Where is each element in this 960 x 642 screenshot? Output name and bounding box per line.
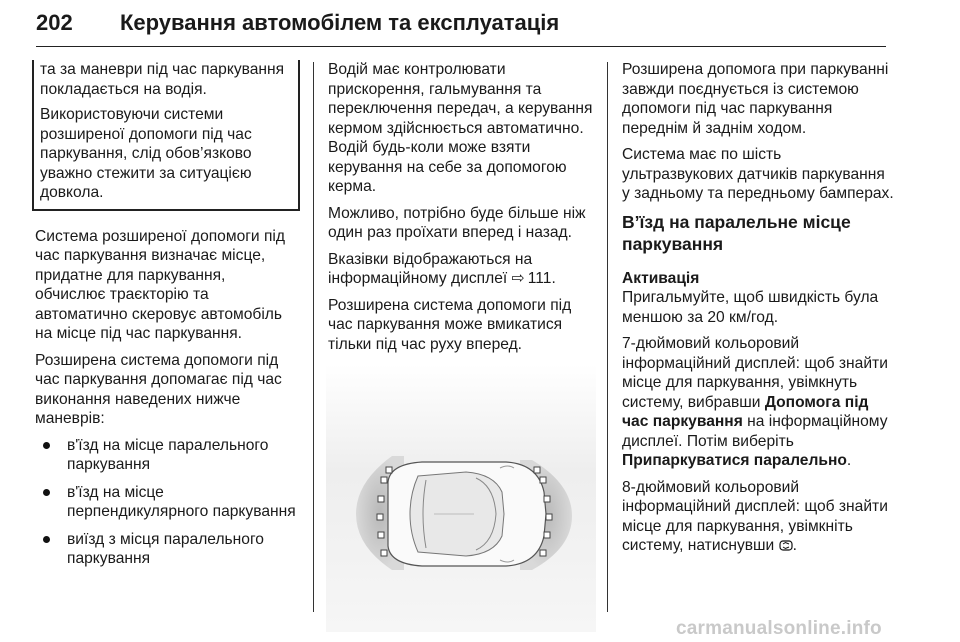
sensor-icon xyxy=(544,496,550,502)
body-paragraph: Система має по шість ультразвукових датчиків паркування у задньому та передньому бамперах. xyxy=(622,146,894,202)
body-paragraph: 7-дюймовий кольоровий інформаційний дисплей: щоб знайти місце для паркування, увімкнуть систему, вибравши Допомога під час паркування на інформаційному дисплеї. Потім виберіть Припаркуватися паралельно. xyxy=(622,335,888,469)
column-divider xyxy=(607,62,608,612)
sensor-icon xyxy=(540,477,546,483)
warning-note-box xyxy=(32,60,300,211)
body-paragraph: Можливо, потрібно буде більше ніж один раз проїхати вперед і назад. xyxy=(328,204,586,241)
body-paragraph: Пригальмуйте, щоб швидкість була меншою за 20 км/год. xyxy=(622,289,879,326)
section-heading: В’їзд на паралельне місце паркування xyxy=(622,211,851,254)
page-title: Керування автомобілем та експлуатація xyxy=(120,10,560,35)
list-item: в'їзд на місце перпендикулярного паркування xyxy=(35,483,300,522)
list-item: в'їзд на місце паралельного паркування xyxy=(35,436,300,475)
body-paragraph: Вказівки відображаються на інформаційному дисплеї ⇨ 111. xyxy=(328,250,556,287)
note-paragraph: та за маневри під час паркування покладається на водія. xyxy=(40,61,285,98)
car-icon xyxy=(388,462,546,566)
column-middle xyxy=(328,60,596,632)
car-top-view-figure xyxy=(326,364,596,632)
page-number: 202 xyxy=(36,10,73,35)
page-reference-link[interactable]: 111. xyxy=(527,270,556,287)
menu-option-park-parallel: Припаркуватися паралельно xyxy=(622,452,847,469)
page-header xyxy=(36,4,886,47)
body-paragraph: 8-дюймовий кольоровий інформаційний дисплей: щоб знайти місце для паркування, увімкніть систему, натиснувши . xyxy=(622,478,888,554)
body-paragraph: Розширена допомога при паркуванні завжди поєднується із системою допомоги під час паркування переднім й заднім ходом. xyxy=(622,61,889,137)
body-paragraph: Розширена система допомоги під час паркування може вмикатися тільки під час руху вперед. xyxy=(328,296,572,353)
body-paragraph: Водій має контролювати прискорення, гальмування та переключення передач, а керування кермом здійснюється автоматично. Водій будь-коли може взяти керування на себе за допомогою керма. xyxy=(328,61,593,195)
sensor-icon xyxy=(381,550,387,556)
bullet-icon xyxy=(43,536,50,543)
list-item: виїзд з місця паралельного паркування xyxy=(35,530,300,569)
menu-option-parking-assist: Допомога під час паркування xyxy=(622,393,869,430)
bullet-icon xyxy=(43,489,50,496)
sensor-icon xyxy=(378,496,384,502)
sensor-icon xyxy=(540,550,546,556)
park-assist-button-icon xyxy=(779,540,793,551)
sensor-icon xyxy=(544,532,550,538)
note-paragraph: Використовуючи системи розширеної допомоги під час паркування, слід обов’язково уважно стежити за ситуацією довкола. xyxy=(40,106,252,201)
maneuver-list xyxy=(35,436,300,569)
sensor-icon xyxy=(534,467,540,473)
column-divider xyxy=(313,62,314,612)
body-paragraph: Система розширеної допомоги під час паркування визначає місце, придатне для паркування, обчислює траєкторію та автоматично скеровує автомобіль на місце під час паркування. xyxy=(35,227,285,342)
sensor-icon xyxy=(378,532,384,538)
sensor-icon xyxy=(386,467,392,473)
bullet-icon xyxy=(43,442,50,449)
body-paragraph: Розширена система допомоги під час паркування допомагає під час виконання наведених нижче маневрів: xyxy=(35,351,282,427)
reference-arrow-icon: ⇨ xyxy=(511,270,525,287)
column-right xyxy=(622,60,894,563)
parking-sensor-illustration xyxy=(326,364,596,632)
watermark: carmanualsonline.info xyxy=(676,618,882,639)
sensor-icon xyxy=(546,514,552,520)
sensor-icon xyxy=(377,514,383,520)
sensor-icon xyxy=(381,477,387,483)
column-left xyxy=(35,60,300,577)
subsection-heading: Активація xyxy=(622,269,700,287)
